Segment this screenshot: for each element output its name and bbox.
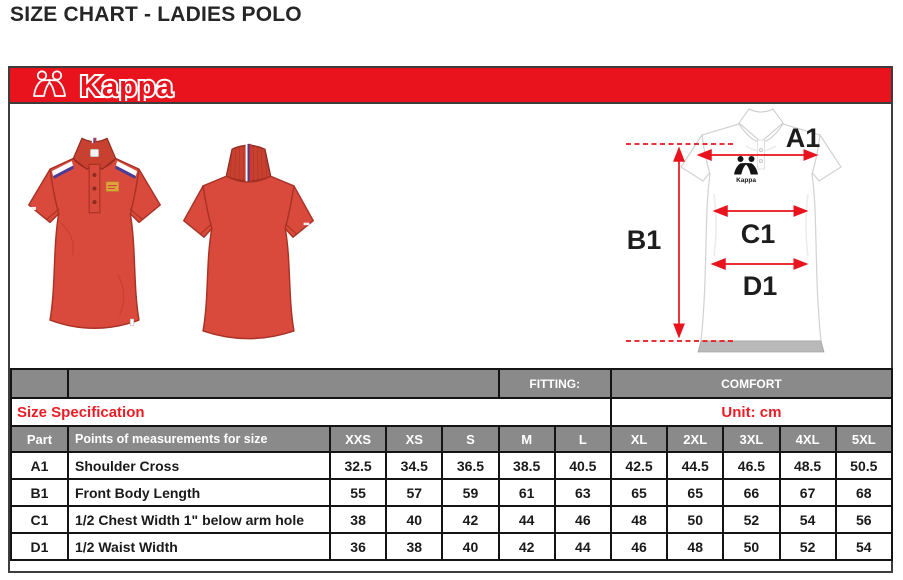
back-body: [203, 176, 294, 338]
size-header: XXS: [330, 426, 386, 452]
value-cell: 50.5: [836, 452, 892, 479]
polo-front-illustration: [22, 126, 167, 341]
value-cell: 42: [442, 506, 498, 533]
table-row-a1: [11, 452, 892, 479]
value-cell: 40: [386, 506, 442, 533]
value-cell: 46: [611, 533, 667, 560]
value-cell: 36: [330, 533, 386, 560]
value-cell: 65: [611, 479, 667, 506]
table-row-c1: [11, 506, 892, 533]
polo-back-illustration: [176, 134, 321, 349]
part-header: Part: [11, 426, 68, 452]
empty-cell: [68, 369, 499, 398]
comfort-header: COMFORT: [611, 369, 892, 398]
kappa-chest-logo-text: Kappa: [736, 177, 756, 184]
value-cell: 61: [499, 479, 555, 506]
value-cell: 46.5: [723, 452, 779, 479]
points-header: Points of measurements for size: [68, 426, 330, 452]
part-cell: C1: [11, 506, 68, 533]
column-header-row: [11, 426, 892, 452]
size-header: 5XL: [836, 426, 892, 452]
measurement-name-cell: Shoulder Cross: [68, 452, 330, 479]
back-sleeve-mark: [304, 223, 310, 226]
label-d1: D1: [742, 271, 778, 301]
part-cell: A1: [11, 452, 68, 479]
size-header: 2XL: [667, 426, 723, 452]
value-cell: 50: [667, 506, 723, 533]
label-b1: B1: [626, 225, 662, 255]
size-specification-label: Size Specification: [11, 398, 611, 426]
fitting-comfort-row: [11, 369, 892, 398]
chest-emblem: [106, 182, 119, 192]
white-hem-band: [698, 341, 824, 352]
value-cell: 55: [330, 479, 386, 506]
front-collar-stripe: [92, 138, 97, 143]
value-cell: 38: [330, 506, 386, 533]
label-c1: C1: [740, 219, 776, 249]
size-header: XS: [386, 426, 442, 452]
measurement-diagram: [606, 104, 888, 366]
value-cell: 52: [780, 533, 836, 560]
value-cell: 44: [555, 533, 611, 560]
size-header: XL: [611, 426, 667, 452]
value-cell: 68: [836, 479, 892, 506]
size-header: 4XL: [780, 426, 836, 452]
value-cell: 65: [667, 479, 723, 506]
back-collar-stripe: [246, 144, 252, 184]
value-cell: 54: [780, 506, 836, 533]
table-row-b1: [11, 479, 892, 506]
front-collar-label: [90, 149, 98, 156]
front-hem-tag: [130, 319, 133, 326]
value-cell: 44: [499, 506, 555, 533]
kappa-banner: [10, 68, 891, 104]
value-cell: 40.5: [555, 452, 611, 479]
value-cell: 48.5: [780, 452, 836, 479]
value-cell: 63: [555, 479, 611, 506]
value-cell: 59: [442, 479, 498, 506]
table-row-d1: [11, 533, 892, 560]
value-cell: 48: [611, 506, 667, 533]
kappa-omini-icon: [34, 71, 65, 96]
value-cell: 44.5: [667, 452, 723, 479]
value-cell: 48: [667, 533, 723, 560]
part-cell: D1: [11, 533, 68, 560]
measurement-name-cell: 1/2 Waist Width: [68, 533, 330, 560]
value-cell: 56: [836, 506, 892, 533]
value-cell: 57: [386, 479, 442, 506]
value-cell: 42.5: [611, 452, 667, 479]
value-cell: 42: [499, 533, 555, 560]
value-cell: 38: [386, 533, 442, 560]
value-cell: 34.5: [386, 452, 442, 479]
part-cell: B1: [11, 479, 68, 506]
product-display: [10, 104, 891, 368]
size-chart-sheet: [8, 66, 893, 573]
value-cell: 36.5: [442, 452, 498, 479]
size-header: 3XL: [723, 426, 779, 452]
label-a1: A1: [785, 123, 821, 153]
value-cell: 66: [723, 479, 779, 506]
value-cell: 52: [723, 506, 779, 533]
value-cell: 46: [555, 506, 611, 533]
size-table: [10, 368, 893, 561]
value-cell: 32.5: [330, 452, 386, 479]
empty-cell: [11, 369, 68, 398]
front-sleeve-patch: [30, 207, 36, 210]
page-title: SIZE CHART - LADIES POLO: [10, 3, 302, 26]
unit-label: Unit: cm: [611, 398, 892, 426]
value-cell: 54: [836, 533, 892, 560]
fitting-header: FITTING:: [499, 369, 611, 398]
size-header: M: [499, 426, 555, 452]
value-cell: 38.5: [499, 452, 555, 479]
kappa-logo: [28, 69, 328, 101]
value-cell: 50: [723, 533, 779, 560]
value-cell: 67: [780, 479, 836, 506]
kappa-wordmark: Kappa: [80, 71, 174, 101]
measurement-name-cell: 1/2 Chest Width 1" below arm hole: [68, 506, 330, 533]
size-header: S: [442, 426, 498, 452]
spec-unit-row: [11, 398, 892, 426]
value-cell: 40: [442, 533, 498, 560]
measurement-name-cell: Front Body Length: [68, 479, 330, 506]
size-header: L: [555, 426, 611, 452]
